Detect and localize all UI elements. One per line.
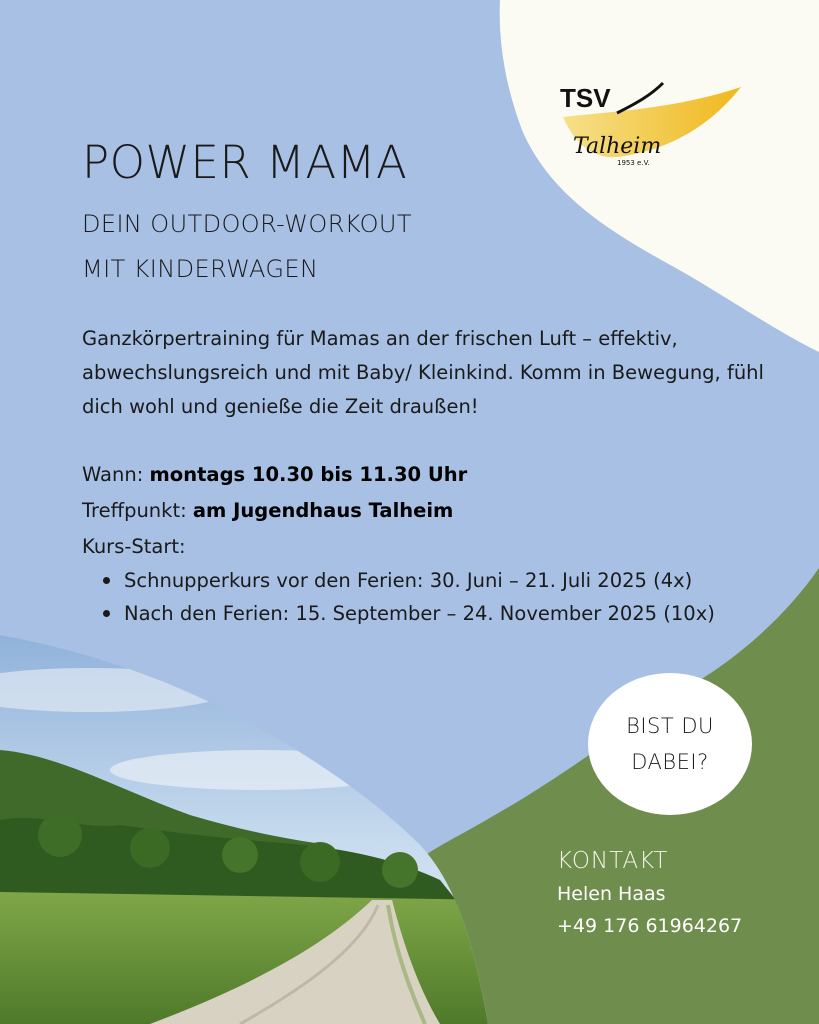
course-start-label: Kurs-Start: xyxy=(82,535,186,558)
meeting-row xyxy=(82,499,453,522)
tsv-talheim-logo xyxy=(555,75,745,175)
list-item xyxy=(82,564,715,597)
bubble-line-1: BIST DU xyxy=(626,714,714,738)
bullet-icon xyxy=(103,610,110,617)
meeting-label: Treffpunkt: xyxy=(82,499,187,522)
bubble-line-2: DABEI? xyxy=(631,750,709,774)
corner-cream-shape xyxy=(500,0,819,352)
course-item-text: Schnupperkurs vor den Ferien: 30. Juni – 21. Juli 2025 (4x) xyxy=(124,569,693,592)
meeting-value: am Jugendhaus Talheim xyxy=(192,499,454,522)
contact-heading: KONTAKT xyxy=(557,848,669,874)
course-list xyxy=(82,564,715,630)
contact-name: Helen Haas xyxy=(557,883,666,905)
page-title: POWER MAMA xyxy=(82,136,408,189)
list-item xyxy=(82,597,715,630)
when-label: Wann: xyxy=(82,463,144,486)
subtitle-line-2: MIT KINDERWAGEN xyxy=(82,255,319,283)
call-to-action-bubble xyxy=(588,673,752,815)
landscape-photo xyxy=(0,630,500,1024)
when-value: montags 10.30 bis 11.30 Uhr xyxy=(149,463,468,486)
svg-text:Talheim: Talheim xyxy=(573,134,662,159)
svg-text:1953 e.V.: 1953 e.V. xyxy=(617,159,650,167)
when-row xyxy=(82,463,467,486)
subtitle-line-1: DEIN OUTDOOR-WORKOUT xyxy=(82,210,412,238)
course-item-text: Nach den Ferien: 15. September – 24. November 2025 (10x) xyxy=(124,602,715,625)
svg-text:TSV: TSV xyxy=(560,83,611,113)
bullet-icon xyxy=(103,577,110,584)
contact-phone[interactable]: +49 176 61964267 xyxy=(557,915,743,937)
intro-text: Ganzkörpertraining für Mamas an der frischen Luft – effektiv, abwechslungsreich und mit Baby/ Kleinkind. Komm in Bewegung, fühl dich wohl und genieße die Zeit draußen! xyxy=(82,327,764,418)
